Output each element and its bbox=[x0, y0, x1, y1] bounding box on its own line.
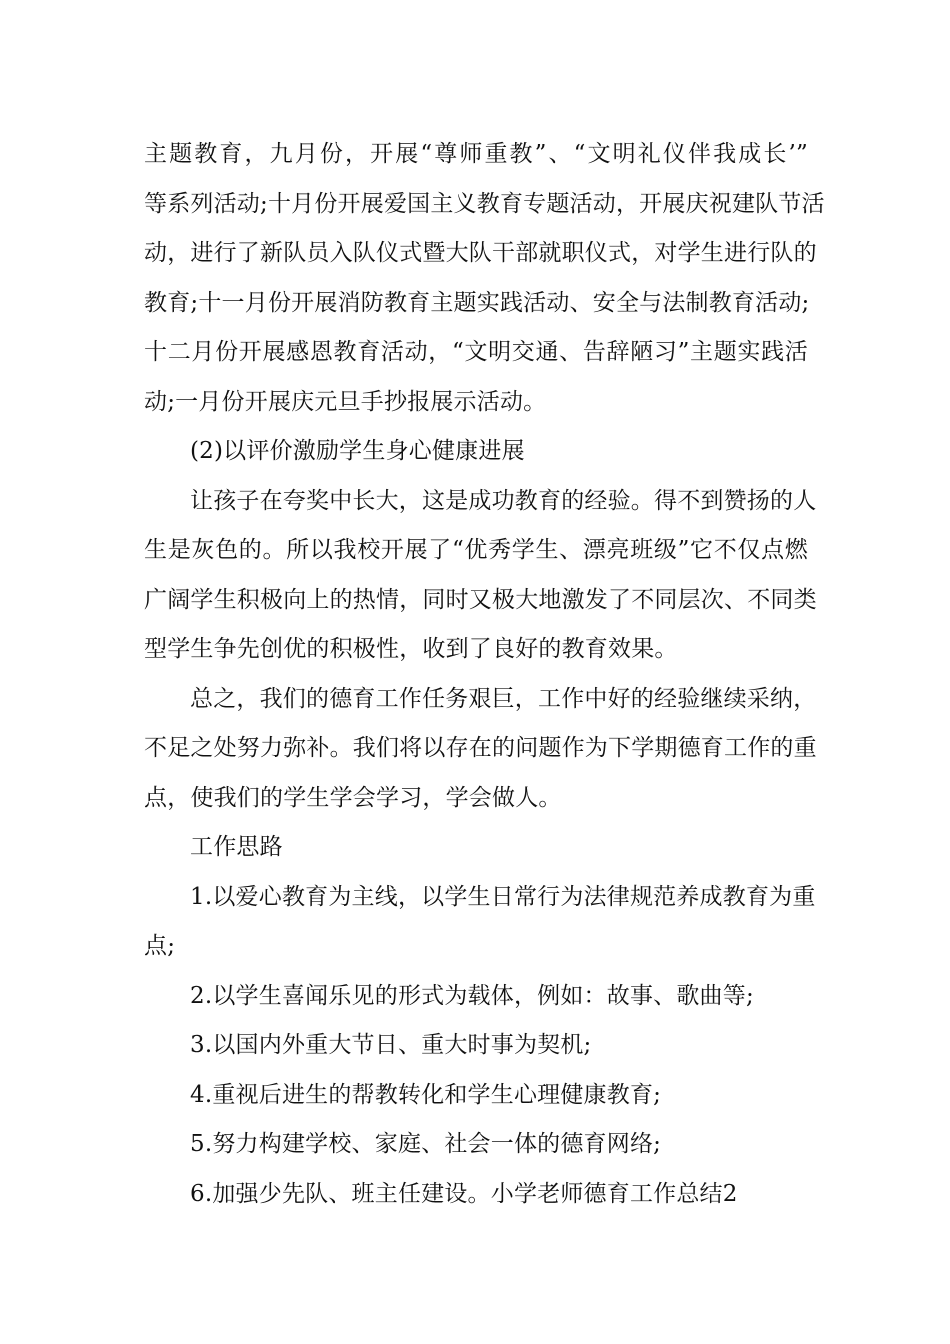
list-item bbox=[144, 873, 816, 972]
text-line: (2)以评价激励学生身心健康进展 bbox=[190, 438, 525, 464]
text-line: 2.以学生喜闻乐见的形式为载体，例如：故事、歌曲等; bbox=[190, 982, 754, 1009]
document-body bbox=[144, 130, 825, 1219]
text-line: 主题教育，九月份，开展“尊师重教”、“文明礼仪伴我成长’” bbox=[144, 141, 808, 167]
text-line: 不足之处努力弥补。我们将以存在的问题作为下学期德育工作的重 bbox=[144, 735, 817, 761]
text-line: 3.以国内外重大节日、重大时事为契机; bbox=[190, 1032, 592, 1058]
text-line: 生是灰色的。所以我校开展了“优秀学生、漂亮班级”它不仅点燃 bbox=[144, 537, 808, 563]
paragraph-praise bbox=[144, 477, 817, 675]
text-line: 工作思路 bbox=[190, 834, 283, 860]
paragraph-summary bbox=[144, 675, 817, 824]
section-heading-evaluation bbox=[144, 427, 808, 477]
text-line: 5.努力构建学校、家庭、社会一体的德育网络; bbox=[190, 1131, 662, 1157]
text-line: 1.以爱心教育为主线，以学生日常行为法律规范养成教育为重 bbox=[190, 883, 816, 910]
text-line: 4.重视后进生的帮教转化和学生心理健康教育; bbox=[190, 1081, 662, 1108]
text-line: 让孩子在夸奖中长大，这是成功教育的经验。得不到赞扬的人 bbox=[190, 487, 817, 514]
text-line: 6.加强少先队、班主任建设。小学老师德育工作总结2 bbox=[190, 1180, 738, 1207]
text-line: 教育;十一月份开展消防教育主题实践活动、安全与法制教育活动; bbox=[144, 289, 810, 316]
text-line: 总之，我们的德育工作任务艰巨，工作中好的经验继续采纳， bbox=[190, 685, 817, 712]
text-line: 广阔学生积极向上的热情，同时又极大地激发了不同层次、不同类 bbox=[144, 586, 817, 613]
list-item bbox=[144, 972, 808, 1022]
text-line: 点，使我们的学生学会学习，学会做人。 bbox=[144, 784, 562, 811]
paragraph-activities bbox=[144, 130, 825, 427]
text-line: 十二月份开展感恩教育活动，“文明交通、告辞陋习”主题实践活 bbox=[144, 339, 808, 365]
text-line: 等系列活动;十月份开展爱国主义教育专题活动，开展庆祝建队节活 bbox=[144, 190, 825, 217]
text-line: 动;一月份开展庆元旦手抄报展示活动。 bbox=[144, 388, 547, 415]
text-line: 点; bbox=[144, 933, 176, 959]
list-item bbox=[144, 1170, 808, 1220]
text-line: 型学生争先创优的积极性，收到了良好的教育效果。 bbox=[144, 636, 678, 662]
text-line: 动，进行了新队员入队仪式暨大队干部就职仪式，对学生进行队的 bbox=[144, 240, 817, 266]
list-item bbox=[144, 1120, 808, 1170]
list-item bbox=[144, 1071, 808, 1121]
section-heading-work-ideas bbox=[144, 823, 808, 873]
list-item bbox=[144, 1021, 808, 1071]
